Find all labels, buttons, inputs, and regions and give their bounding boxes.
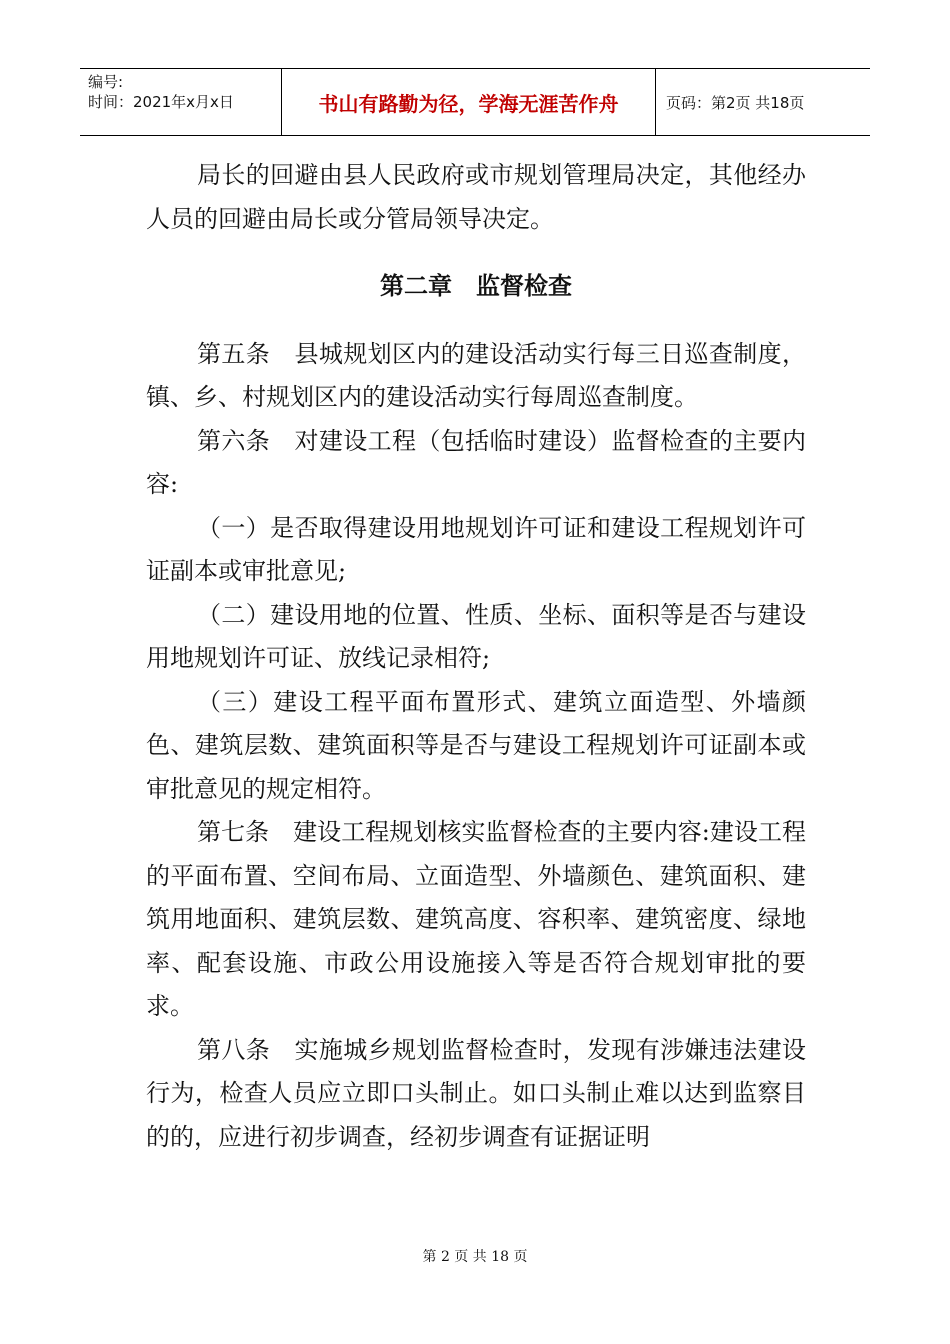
paragraph: 局长的回避由县人民政府或市规划管理局决定，其他经办人员的回避由局长或分管局领导决定。 <box>146 161 806 233</box>
document-body <box>146 154 806 1159</box>
paragraph: （三）建设工程平面布置形式、建筑立面造型、外墙颜色、建筑层数、建筑面积等是否与建设工程规划许可证副本或审批意见的规定相符。 <box>146 687 806 803</box>
header-motto: 书山有路勤为径，学海无涯苦作舟 <box>282 69 656 135</box>
paragraph: 第七条 建设工程规划核实监督检查的主要内容:建设工程的平面布置、空间布局、立面造型、外墙颜色、建筑面积、建筑用地面积、建筑层数、建筑高度、容积率、建筑密度、绿地率、配套设施、市政公用设施接入等是否符合规划审批的要求。 <box>146 818 806 1020</box>
paragraph: （二）建设用地的位置、性质、坐标、面积等是否与建设用地规划许可证、放线记录相符; <box>146 600 806 672</box>
page-header <box>80 68 870 136</box>
document-number-label: 编号: <box>88 73 124 91</box>
page-footer: 第 2 页 共 18 页 <box>422 1249 528 1265</box>
chapter-heading: 第二章 监督检查 <box>380 272 572 300</box>
document-date-label: 时间：2021年x月x日 <box>88 93 234 111</box>
header-meta <box>80 69 282 135</box>
header-page-number: 页码：第2页 共18页 <box>666 93 805 112</box>
paragraph: 第五条 县城规划区内的建设活动实行每三日巡查制度，镇、乡、村规划区内的建设活动实行每周巡查制度。 <box>146 339 806 411</box>
paragraph: 第六条 对建设工程（包括临时建设）监督检查的主要内容: <box>146 426 806 498</box>
paragraph: （一）是否取得建设用地规划许可证和建设工程规划许可证副本或审批意见; <box>146 513 806 585</box>
paragraph: 第八条 实施城乡规划监督检查时，发现有涉嫌违法建设行为，检查人员应立即口头制止。如口头制止难以达到监察目的的，应进行初步调查，经初步调查有证据证明 <box>146 1035 806 1151</box>
